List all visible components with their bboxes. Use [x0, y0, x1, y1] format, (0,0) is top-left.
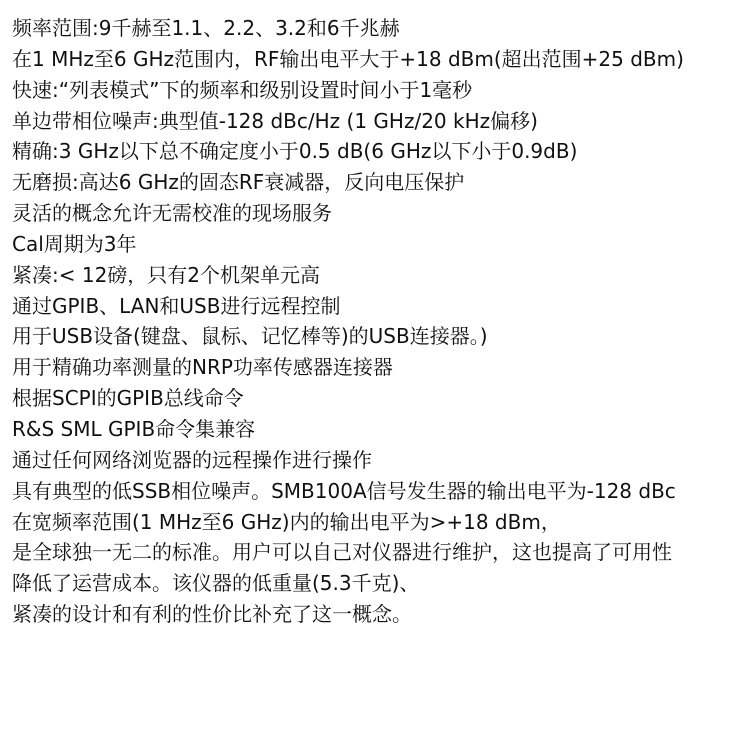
- text-line: 无磨损:高达6 GHz的固态RF衰减器，反向电压保护: [12, 170, 465, 195]
- text-line: 频率范围:9千赫至1.1、2.2、3.2和6千兆赫: [12, 16, 400, 40]
- text-line: R&S SML GPIB命令集兼容: [12, 416, 256, 441]
- text-line: 通过GPIB、LAN和USB进行远程控制: [12, 293, 341, 318]
- text-line: 精确:3 GHz以下总不确定度小于0.5 dB(6 GHz以下小于0.9dB): [12, 139, 578, 164]
- text-line: 在宽频率范围(1 MHz至6 GHz)内的输出电平为>+18 dBm，: [12, 509, 561, 534]
- text-line: Cal周期为3年: [12, 231, 137, 256]
- text-line: 是全球独一无二的标准。用户可以自己对仪器进行维护，这也提高了可用性: [12, 540, 672, 565]
- text-line: 通过任何网络浏览器的远程操作进行操作: [12, 447, 372, 472]
- text-line: 降低了运营成本。该仪器的低重量(5.3千克)、: [12, 571, 420, 596]
- text-line: 用于USB设备(键盘、鼠标、记忆棒等)的USB连接器。): [12, 324, 488, 349]
- text-line: 紧凑的设计和有利的性价比补充了这一概念。: [12, 602, 412, 627]
- text-line: 快速:“列表模式”下的频率和级别设置时间小于1毫秒: [12, 77, 473, 102]
- text-line: 紧凑:< 12磅，只有2个机架单元高: [12, 262, 321, 287]
- text-line: 根据SCPI的GPIB总线命令: [12, 386, 244, 411]
- text-line: 用于精确功率测量的NRP功率传感器连接器: [12, 355, 393, 380]
- document-body: [12, 13, 750, 630]
- text-line: 在1 MHz至6 GHz范围内，RF输出电平大于+18 dBm(超出范围+25 dBm): [12, 46, 684, 71]
- text-line: 灵活的概念允许无需校准的现场服务: [12, 201, 332, 226]
- text-line: 具有典型的低SSB相位噪声。SMB100A信号发生器的输出电平为-128 dBc: [12, 478, 676, 503]
- text-line: 单边带相位噪声:典型值-128 dBc/Hz (1 GHz/20 kHz偏移): [12, 108, 538, 133]
